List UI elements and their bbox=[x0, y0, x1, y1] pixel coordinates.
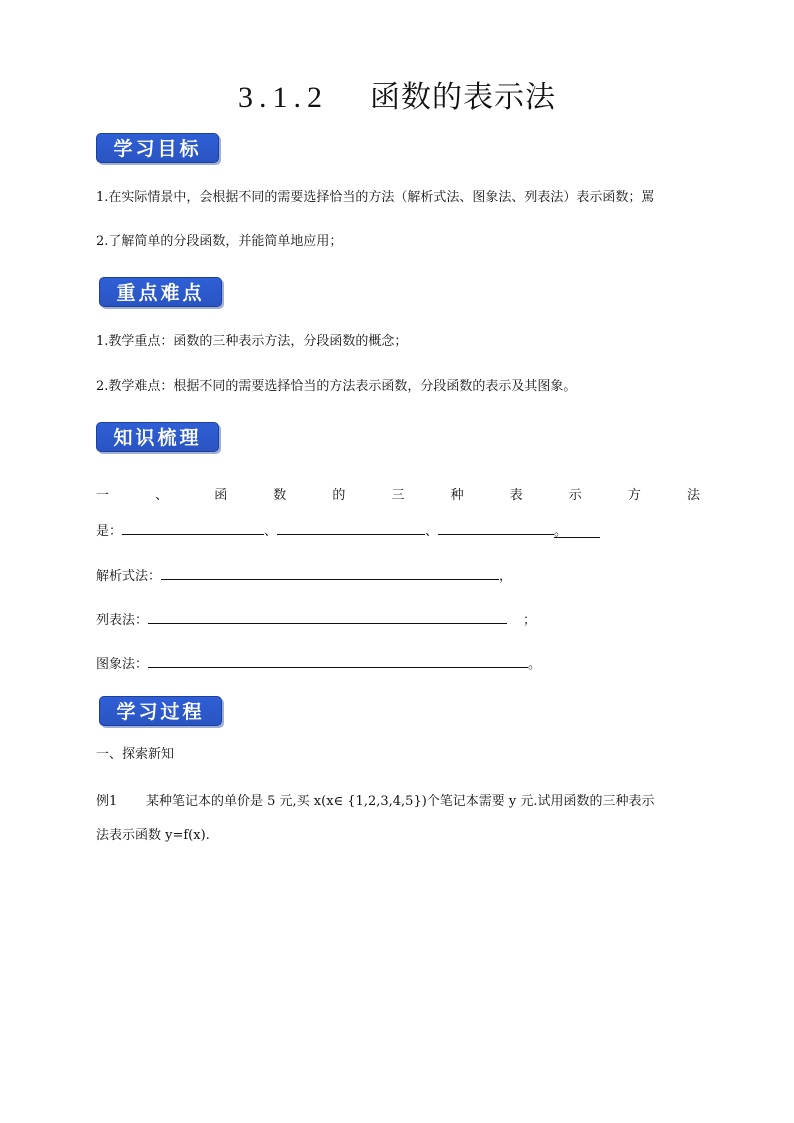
keypoint-item-1: 1.教学重点：函数的三种表示方法，分段函数的概念； bbox=[96, 334, 408, 349]
page-title bbox=[0, 72, 794, 116]
example-line-2: 法表示函数 y=f(x). bbox=[96, 828, 210, 843]
process-subheading: 一、探索新知 bbox=[96, 747, 175, 762]
goal-item-2: 2.了解简单的分段函数，并能简单地应用； bbox=[96, 234, 343, 249]
graph-line: 图象法： 。 bbox=[96, 653, 541, 674]
knowledge-methods-line: 是： 、 、 。 bbox=[96, 520, 600, 541]
section-badge-goals: 学习目标 bbox=[96, 133, 219, 163]
goal-trailing-char: 罵 bbox=[641, 190, 655, 205]
section-badge-process: 学习过程 bbox=[99, 696, 222, 726]
section-badge-keypoints: 重点难点 bbox=[99, 277, 222, 307]
blank-analytic[interactable] bbox=[161, 565, 499, 580]
blank-method-end: 。 bbox=[554, 523, 600, 538]
keypoint-item-2: 2.教学难点：根据不同的需要选择恰当的方法表示函数，分段函数的表示及其图象。 bbox=[96, 379, 577, 394]
example-line-1: 例1 某种笔记本的单价是 5 元,买 x(x∈ {1,2,3,4,5})个笔记本需要 y 元.试用函数的三种表示 bbox=[96, 794, 655, 809]
blank-graph[interactable] bbox=[148, 653, 528, 668]
blank-method-3[interactable] bbox=[438, 520, 554, 535]
goal-item-1: 1.在实际情景中，会根据不同的需要选择恰当的方法（解析式法、图象法、列表法）表示函数；罵 bbox=[96, 190, 655, 205]
analytic-line: 解析式法： ， bbox=[96, 565, 512, 586]
blank-method-1[interactable] bbox=[122, 520, 264, 535]
blank-method-2[interactable] bbox=[277, 520, 425, 535]
table-line: 列表法： ； bbox=[96, 609, 536, 630]
knowledge-spread-line: 一 、 函 数 的 三 种 表 示 方 法 bbox=[96, 488, 700, 503]
title-text: 函数的表示法 bbox=[370, 80, 556, 115]
blank-table[interactable] bbox=[148, 609, 507, 624]
section-badge-knowledge: 知识梳理 bbox=[96, 422, 219, 452]
title-number: 3.1.2 bbox=[238, 81, 328, 114]
example-label: 例1 bbox=[96, 794, 118, 809]
